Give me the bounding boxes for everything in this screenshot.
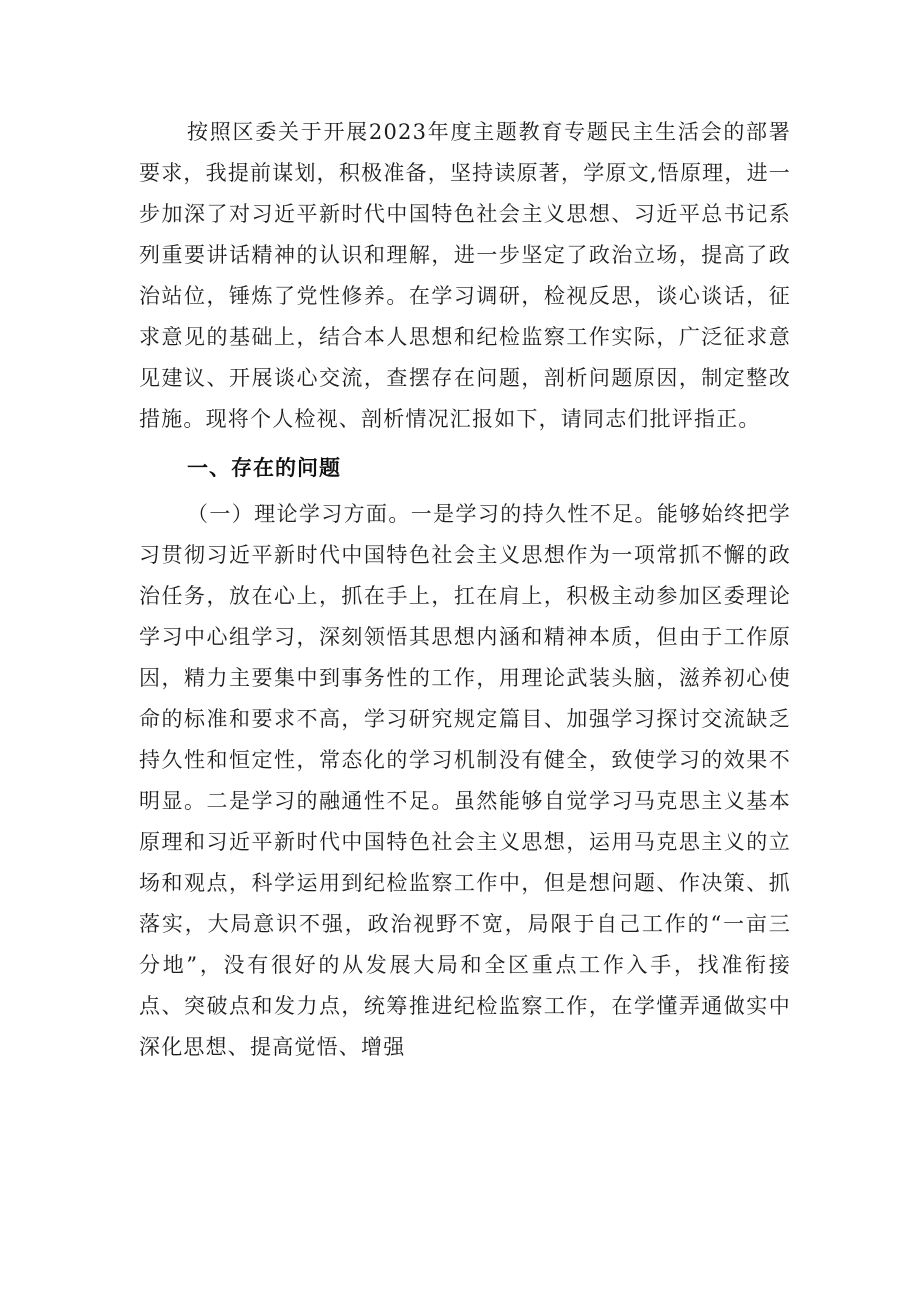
intro-paragraph: 按照区委关于开展2023年度主题教育专题民主生活会的部署要求，我提前谋划，积极准备，坚持读原著，学原文,悟原理，进一步加深了对习近平新时代中国特色社会主义思想、习近平总书记系列重要讲话精神的认识和理解，进一步坚定了政治立场，提高了政治站位，锤炼了党性修养。在学习调研，检视反思，谈心谈话，征求意见的基础上，结合本人思想和纪检监察工作实际，广泛征求意见建议、开展谈心交流，查摆存在问题，剖析问题原因，制定整改措施。现将个人检视、剖析情况汇报如下，请同志们批评指正。 — [139, 120, 791, 431]
body-paragraph: （一）理论学习方面。一是学习的持久性不足。能够始终把学习贯彻习近平新时代中国特色社会主义思想作为一项常抓不懈的政治任务，放在心上，抓在手上，扛在肩上，积极主动参加区委理论学习中心组学习，深刻领悟其思想内涵和精神本质，但由于工作原因，精力主要集中到事务性的工作，用理论武装头脑，滋养初心使命的标准和要求不高，学习研究规定篇目、加强学习探讨交流缺乏持久性和恒定性，常态化的学习机制没有健全，致使学习的效果不明显。二是学习的融通性不足。虽然能够自觉学习马克思主义基本原理和习近平新时代中国特色社会主义思想，运用马克思主义的立场和观点，科学运用到纪检监察工作中，但是想问题、作决策、抓落实，大局意识不强，政治视野不宽，局限于自己工作的“一亩三分地”，没有很好的从发展大局和全区重点工作入手，找准衔接点、突破点和发力点，统筹推进纪检监察工作，在学懂弄通做实中深化思想、提高觉悟、增强 — [139, 502, 791, 1059]
document-body — [139, 112, 791, 1068]
section-heading: 一、存在的问题 — [187, 456, 341, 480]
